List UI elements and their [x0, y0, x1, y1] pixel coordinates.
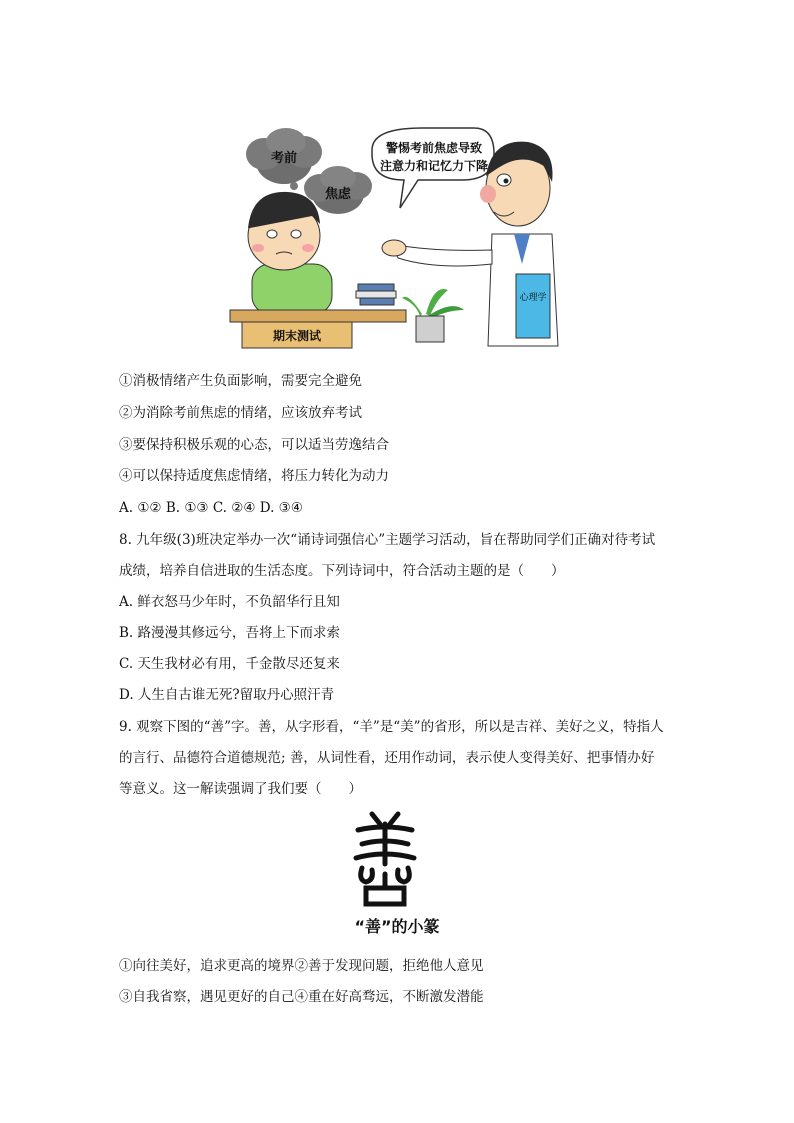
q7-option-4: ④可以保持适度焦虑情绪，将压力转化为动力 [119, 468, 389, 484]
q8-choice-b: B. 路漫漫其修远兮，吾将上下而求索 [119, 625, 341, 641]
q9-stem-line3: 等意义。这一解读强调了我们要（ ） [119, 781, 362, 797]
q7-option-3: ③要保持积极乐观的心态，可以适当劳逸结合 [119, 437, 389, 453]
figure-caption: “善”的小篆 [354, 917, 440, 936]
q9-options-line1: ①向往美好，追求更高的境界②善于发现问题，拒绝他人意见 [119, 958, 484, 974]
q8-choice-c: C. 天生我材必有用，千金散尽还复来 [119, 656, 340, 672]
desk-sign: 期末测试 [272, 329, 322, 343]
seal-script-character-icon [352, 808, 418, 908]
q8-stem-line1: 8. 九年级(3)班决定举办一次“诵诗词强信心”主题学习活动，旨在帮助同学们正确对待考试 [119, 532, 656, 548]
student-figure [248, 192, 332, 314]
book-cover-label: 心理学 [519, 293, 547, 303]
cloud-label: 考前 [270, 151, 298, 166]
speech-text-line1: 警惕考前焦虑导致 [385, 141, 483, 155]
q9-stem-line1: 9. 观察下图的“善”字。善，从字形看，“羊”是“美”的省形，所以是吉祥、美好之义，特指人 [119, 719, 664, 735]
q7-option-1: ①消极情绪产生负面影响，需要完全避免 [119, 373, 362, 389]
q8-choice-a: A. 鲜衣怒马少年时，不负韶华行且知 [119, 594, 340, 610]
q9-options-line2: ③自我省察，遇见更好的自己④重在好高骛远，不断激发潜能 [119, 989, 484, 1005]
cloud-label: 焦虑 [324, 187, 352, 202]
exam-anxiety-cartoon [222, 124, 572, 350]
q7-option-2: ②为消除考前焦虑的情绪，应该放弃考试 [119, 405, 362, 421]
plant-icon [402, 289, 464, 342]
q7-answers: A. ①② B. ①③ C. ②④ D. ③④ [119, 500, 303, 516]
q8-stem-line2: 成绩，培养自信进取的生活态度。下列诗词中，符合活动主题的是（ ） [119, 563, 565, 579]
speech-text-line2: 注意力和记忆力下降 [379, 159, 489, 173]
q8-choice-d: D. 人生自古谁无死?留取丹心照汗青 [119, 687, 335, 703]
q9-stem-line2: 的言行、品德符合道德规范; 善，从词性看，还用作动词，表示使人变得美好、把事情办好 [119, 750, 655, 766]
